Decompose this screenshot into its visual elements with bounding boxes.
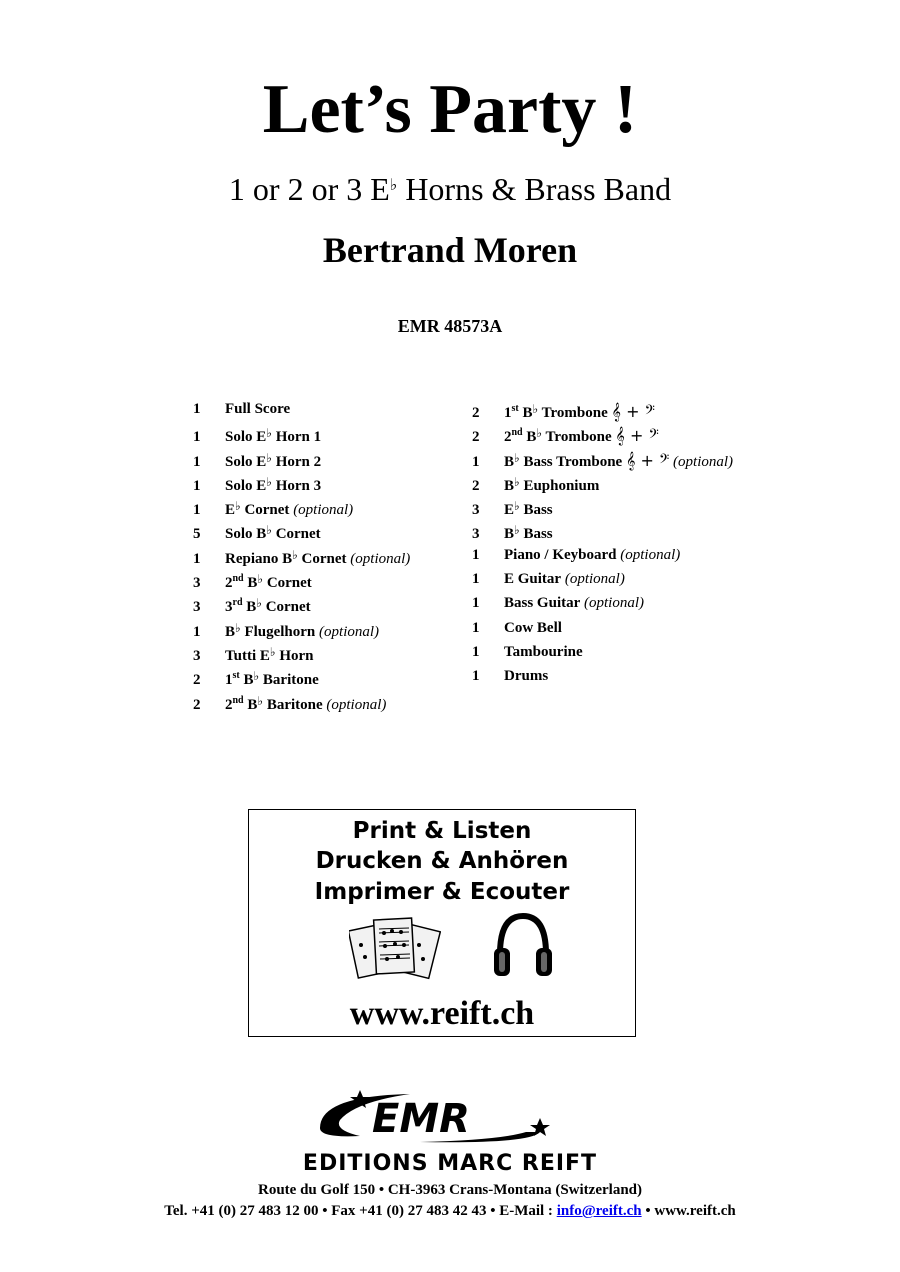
optional-note: (optional) xyxy=(293,502,354,519)
clef-icons: 𝄞 + 𝄢 xyxy=(615,426,659,446)
part-name: Tambourine xyxy=(504,643,583,660)
catalog-number: EMR 48573A xyxy=(397,316,503,336)
publisher-name: EDITIONS MARC REIFT xyxy=(302,1151,598,1176)
part-name: Piano / Keyboard xyxy=(504,546,617,563)
part-quantity: 2 xyxy=(472,429,480,446)
composer-name: Bertrand Moren xyxy=(322,230,578,270)
parts-list-right xyxy=(472,397,733,689)
optional-note: (optional) xyxy=(350,550,411,567)
parts-list-left xyxy=(193,397,410,713)
part-quantity: 1 xyxy=(472,453,480,470)
part-row xyxy=(193,664,410,688)
part-name: B♭ Bass Trombone xyxy=(504,450,623,470)
part-quantity: 5 xyxy=(193,526,201,543)
part-name: E Guitar xyxy=(504,571,562,588)
part-quantity: 2 xyxy=(193,672,201,689)
part-name: B♭ Flugelhorn xyxy=(225,620,316,640)
part-name: Cow Bell xyxy=(504,619,562,636)
optional-note: (optional) xyxy=(326,696,387,713)
part-name: Tutti E♭ Horn xyxy=(225,644,314,664)
part-quantity: 1 xyxy=(472,619,480,636)
optional-note: (optional) xyxy=(673,453,734,470)
part-row xyxy=(472,543,733,567)
part-quantity: 1 xyxy=(193,453,201,470)
part-row xyxy=(193,591,410,615)
promo-line-1: Print & Listen xyxy=(352,818,532,844)
part-row xyxy=(472,518,733,542)
part-row xyxy=(193,494,410,518)
optional-note: (optional) xyxy=(584,595,645,612)
part-name: Solo E♭ Horn 3 xyxy=(225,474,322,494)
part-row xyxy=(193,518,410,542)
part-row xyxy=(193,421,410,445)
sheet-music-icon xyxy=(349,915,441,985)
part-quantity: 2 xyxy=(193,696,201,713)
publisher-contact: Tel. +41 (0) 27 483 12 00 • Fax +41 (0) 27 483 42 43 • E-Mail : info@reift.ch • www.reift.ch xyxy=(164,1203,736,1219)
optional-note: (optional) xyxy=(620,546,681,563)
part-quantity: 1 xyxy=(193,502,201,519)
part-quantity: 3 xyxy=(193,599,201,616)
part-name: E♭ Bass xyxy=(504,499,553,519)
optional-note: (optional) xyxy=(319,623,380,640)
svg-text:EMR: EMR xyxy=(372,1096,470,1142)
part-name: 2nd B♭ Cornet xyxy=(225,572,312,592)
part-quantity: 1 xyxy=(193,401,201,417)
part-name: 1st B♭ Baritone xyxy=(225,669,319,689)
part-quantity: 1 xyxy=(472,546,480,563)
part-quantity: 1 xyxy=(193,623,201,640)
emr-logo xyxy=(300,1088,600,1148)
part-row xyxy=(193,543,410,567)
part-row xyxy=(193,446,410,470)
part-quantity: 2 xyxy=(472,405,480,421)
part-name: Solo B♭ Cornet xyxy=(225,523,321,543)
part-name: Drums xyxy=(504,668,549,685)
part-quantity: 3 xyxy=(193,647,201,664)
promo-line-2: Drucken & Anhören xyxy=(315,848,569,874)
part-row xyxy=(472,494,733,518)
part-quantity: 2 xyxy=(472,477,480,494)
part-row xyxy=(472,397,733,421)
part-quantity: 3 xyxy=(472,502,480,519)
part-row xyxy=(472,470,733,494)
part-row xyxy=(472,640,733,664)
part-name: 1st B♭ Trombone xyxy=(504,402,608,421)
part-row xyxy=(193,689,410,713)
part-row xyxy=(193,567,410,591)
optional-note: (optional) xyxy=(564,571,625,588)
part-row xyxy=(472,421,733,445)
subtitle: 1 or 2 or 3 E♭ Horns & Brass Band xyxy=(228,171,672,207)
part-row xyxy=(472,616,733,640)
part-name: Repiano B♭ Cornet xyxy=(225,547,347,567)
part-quantity: 1 xyxy=(193,550,201,567)
part-name: B♭ Bass xyxy=(504,523,553,543)
part-row xyxy=(193,640,410,664)
part-row xyxy=(472,446,733,470)
part-row xyxy=(472,664,733,688)
part-quantity: 1 xyxy=(472,571,480,588)
part-row xyxy=(193,397,410,421)
headphones-icon xyxy=(492,910,554,980)
promo-website: www.reift.ch xyxy=(349,995,535,1032)
clef-icons: 𝄞 + 𝄢 xyxy=(611,402,655,421)
part-name: Solo E♭ Horn 2 xyxy=(225,450,322,470)
part-name: Bass Guitar xyxy=(504,595,581,612)
part-name: 3rd B♭ Cornet xyxy=(225,596,311,616)
part-quantity: 1 xyxy=(472,668,480,685)
part-name: E♭ Cornet xyxy=(225,499,290,519)
clef-icons: 𝄞 + 𝄢 xyxy=(625,450,670,470)
part-quantity: 1 xyxy=(193,429,201,446)
publisher-address: Route du Golf 150 • CH-3963 Crans-Montana (Switzerland) xyxy=(258,1182,642,1198)
part-quantity: 1 xyxy=(472,595,480,612)
part-name: Full Score xyxy=(225,401,291,417)
part-name: 2nd B♭ Baritone xyxy=(225,693,323,713)
part-name: Solo E♭ Horn 1 xyxy=(225,426,322,446)
print-listen-box xyxy=(248,809,636,1037)
part-row xyxy=(193,470,410,494)
part-quantity: 3 xyxy=(193,575,201,592)
email-link[interactable]: info@reift.ch xyxy=(556,1203,642,1219)
part-row xyxy=(193,616,410,640)
part-name: B♭ Euphonium xyxy=(504,474,600,494)
part-quantity: 1 xyxy=(472,643,480,660)
part-quantity: 3 xyxy=(472,526,480,543)
part-name: 2nd B♭ Trombone xyxy=(504,426,612,446)
part-row xyxy=(472,567,733,591)
part-quantity: 1 xyxy=(193,477,201,494)
part-row xyxy=(472,591,733,615)
page-title: Let’s Party ! xyxy=(262,71,638,148)
promo-line-3: Imprimer & Ecouter xyxy=(314,879,570,905)
